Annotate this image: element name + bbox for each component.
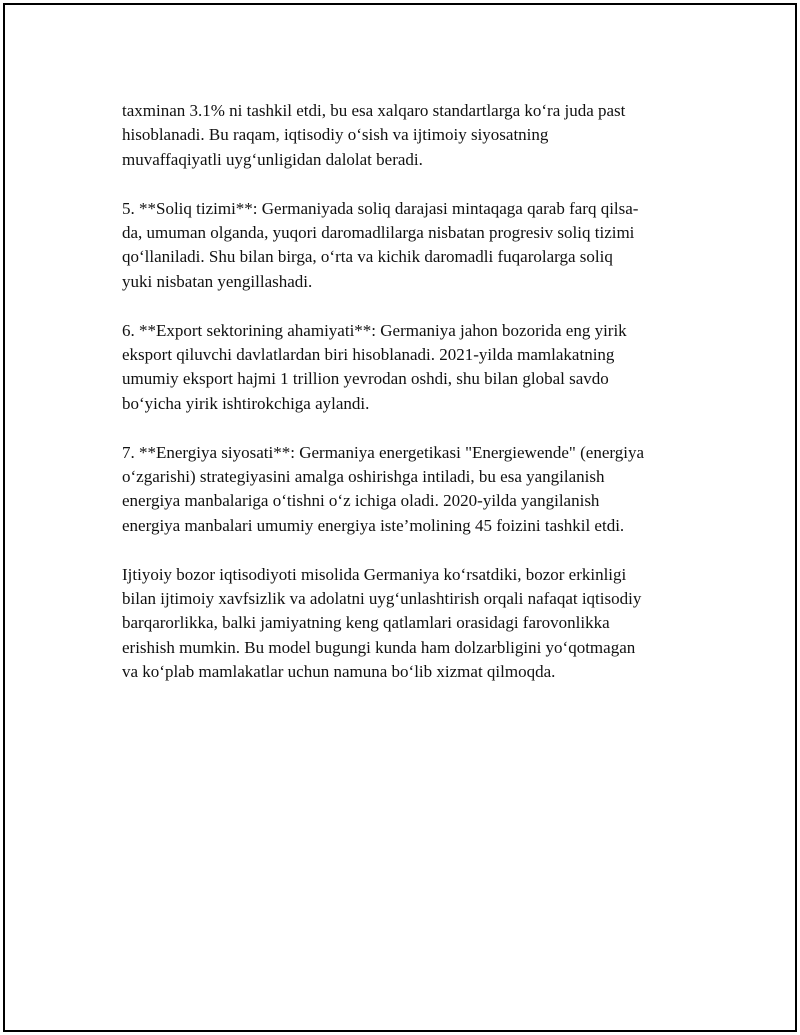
paragraph-tax-system [122,197,697,295]
text-line: taxminan 3.1% ni tashkil etdi, bu esa xalqaro standartlarga ko‘ra juda past [122,101,626,120]
paragraph-conclusion [122,563,697,685]
text-line: umumiy eksport hajmi 1 trillion yevrodan oshdi, shu bilan global savdo [122,369,609,389]
text-line: eksport qiluvchi davlatlardan biri hisoblanadi. 2021-yilda mamlakatning [122,345,615,365]
text-line: 7. **Energiya siyosati**: Germaniya energetikasi "Energiewende" (energiya [122,442,644,462]
document-body [122,99,697,709]
text-line: erishish mumkin. Bu model bugungi kunda ham dolzarbligini yo‘qotmagan [122,637,636,657]
text-line: 6. **Export sektorining ahamiyati**: Germaniya jahon bozorida eng yirik [122,320,627,340]
text-line: va ko‘plab mamlakatlar uchun namuna bo‘lib xizmat qilmoqda. [122,662,556,682]
text-line: muvaffaqiyatli uyg‘unligidan dalolat beradi. [122,149,423,169]
text-line: Ijtiyoiy bozor iqtisodiyoti misolida Germaniya ko‘rsatdiki, bozor erkinligi [122,564,627,584]
text-line: energiya manbalari umumiy energiya iste’molining 45 foizini tashkil etdi. [122,515,625,535]
paragraph-unemployment [122,99,697,172]
text-line: barqarorlikka, balki jamiyatning keng qatlamlari orasidagi farovonlikka [122,613,610,633]
text-line: yuki nisbatan yengillashadi. [122,271,313,291]
text-line: 5. **Soliq tizimi**: Germaniyada soliq darajasi mintaqaga qarab farq qilsa- [122,198,639,218]
text-line: da, umuman olganda, yuqori daromadlilarga nisbatan progresiv soliq tizimi [122,223,635,243]
text-line: energiya manbalariga o‘tishni o‘z ichiga oladi. 2020-yilda yangilanish [122,491,600,511]
text-line: hisoblanadi. Bu raqam, iqtisodiy o‘sish va ijtimoiy siyosatning [122,125,549,145]
text-line: qo‘llaniladi. Shu bilan birga, o‘rta va kichik daromadli fuqarolarga soliq [122,247,613,267]
paragraph-energy-policy [122,441,697,539]
text-line: bo‘yicha yirik ishtirokchiga aylandi. [122,393,370,413]
page-frame [3,3,797,1032]
text-line: bilan ijtimoiy xavfsizlik va adolatni uyg‘unlashtirish orqali nafaqat iqtisodiy [122,589,642,609]
text-line: o‘zgarishi) strategiyasini amalga oshirishga intiladi, bu esa yangilanish [122,467,605,487]
paragraph-export-sector [122,319,697,417]
